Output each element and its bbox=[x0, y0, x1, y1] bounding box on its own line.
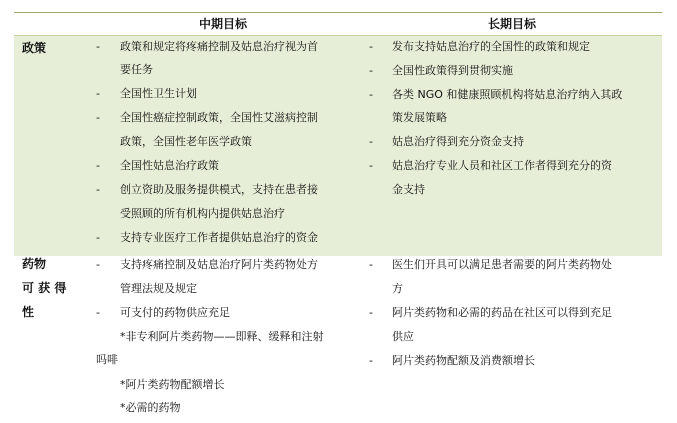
row-label-policy: 政策 bbox=[22, 41, 47, 55]
column-header-long-term: 长期目标 bbox=[487, 17, 536, 31]
policy-long-item: 各类 NGO 和健康照顾机构将姑息治疗纳入其政 bbox=[392, 88, 623, 101]
policy-mid-item: 创立资助及服务提供模式，支持在患者接 bbox=[120, 183, 318, 196]
policy-long-item: 全国性政策得到贯彻实施 bbox=[392, 64, 513, 77]
bullet-dash: - bbox=[369, 64, 373, 77]
drug-mid-note: *必需的药物 bbox=[120, 401, 181, 414]
bullet-dash: - bbox=[369, 88, 373, 101]
table-top-rule bbox=[14, 12, 662, 13]
policy-mid-item-continued: 要任务 bbox=[120, 63, 153, 76]
drug-mid-note-continued: 吗啡 bbox=[96, 353, 118, 366]
policy-mid-item-continued: 政策，全国性老年医学政策 bbox=[120, 135, 252, 148]
drug-long-item: 阿片类药物和必需的药品在社区可以得到充足 bbox=[392, 306, 612, 319]
drug-long-item-continued: 供应 bbox=[392, 330, 414, 343]
row-label-drug-line: 药物 bbox=[22, 257, 47, 271]
policy-mid-item-continued: 受照顾的所有机构内提供姑息治疗 bbox=[120, 207, 285, 220]
drug-mid-item: 支持疼痛控制及姑息治疗阿片类药物处方 bbox=[120, 258, 318, 271]
bullet-dash: - bbox=[96, 159, 100, 172]
bullet-dash: - bbox=[96, 231, 100, 244]
policy-mid-item: 全国性癌症控制政策，全国性艾滋病控制 bbox=[120, 111, 318, 124]
policy-long-item-continued: 策发展策略 bbox=[392, 111, 447, 124]
drug-mid-note: *阿片类药物配额增长 bbox=[120, 378, 225, 391]
row-label-drug-line: 性 bbox=[22, 305, 35, 319]
policy-mid-item: 全国性姑息治疗政策 bbox=[120, 159, 219, 172]
drug-long-item: 阿片类药物配额及消费额增长 bbox=[392, 354, 535, 367]
policy-mid-item: 政策和规定将疼痛控制及姑息治疗视为首 bbox=[120, 40, 318, 53]
bullet-dash: - bbox=[96, 40, 100, 53]
bullet-dash: - bbox=[369, 159, 373, 172]
policy-long-item: 姑息治疗得到充分资金支持 bbox=[392, 135, 524, 148]
policy-row-background bbox=[14, 36, 662, 256]
policy-mid-item: 支持专业医疗工作者提供姑息治疗的资金 bbox=[120, 231, 318, 244]
bullet-dash: - bbox=[369, 258, 373, 271]
policy-long-item-continued: 金支持 bbox=[392, 183, 425, 196]
bullet-dash: - bbox=[96, 87, 100, 100]
column-header-mid-term: 中期目标 bbox=[198, 17, 247, 31]
bullet-dash: - bbox=[369, 40, 373, 53]
drug-mid-note: *非专利阿片类药物——即释、缓释和注射 bbox=[120, 330, 324, 343]
drug-long-item: 医生们开具可以满足患者需要的阿片类药物处 bbox=[392, 258, 612, 271]
drug-mid-item-continued: 管理法规及规定 bbox=[120, 282, 197, 295]
policy-long-item: 发布支持姑息治疗的全国性的政策和规定 bbox=[392, 40, 590, 53]
bullet-dash: - bbox=[96, 306, 100, 319]
drug-mid-item: 可支付的药物供应充足 bbox=[120, 306, 230, 319]
drug-long-item-continued: 方 bbox=[392, 282, 403, 295]
row-label-drug-line: 可 获 得 bbox=[22, 281, 67, 295]
policy-long-item: 姑息治疗专业人员和社区工作者得到充分的资 bbox=[392, 159, 612, 172]
bullet-dash: - bbox=[96, 111, 100, 124]
bullet-dash: - bbox=[369, 135, 373, 148]
bullet-dash: - bbox=[96, 183, 100, 196]
policy-mid-item: 全国性卫生计划 bbox=[120, 87, 197, 100]
bullet-dash: - bbox=[369, 306, 373, 319]
bullet-dash: - bbox=[96, 258, 100, 271]
bullet-dash: - bbox=[369, 354, 373, 367]
